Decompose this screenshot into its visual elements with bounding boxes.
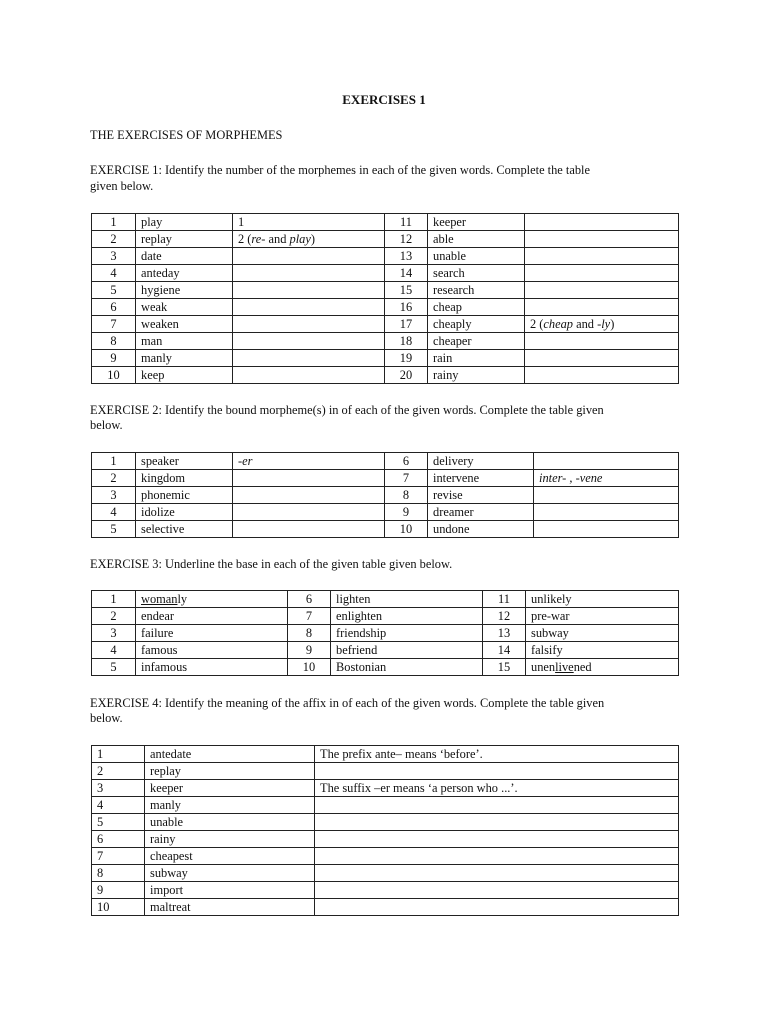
row-number: 1 xyxy=(92,591,136,608)
word-cell: able xyxy=(428,231,525,248)
answer-cell xyxy=(525,248,679,265)
word-cell: revise xyxy=(428,487,534,504)
table-row xyxy=(92,848,679,865)
answer-cell xyxy=(233,521,385,538)
word-cell: keeper xyxy=(145,780,315,797)
table-row xyxy=(92,316,679,333)
word-cell: research xyxy=(428,282,525,299)
word-cell: falsify xyxy=(526,642,679,659)
word-cell: unable xyxy=(145,814,315,831)
word-cell: idolize xyxy=(136,504,233,521)
answer-cell xyxy=(525,299,679,316)
meaning-cell: The prefix ante– means ‘before’. xyxy=(315,746,679,763)
word-cell: speaker xyxy=(136,453,233,470)
table-row xyxy=(92,659,679,676)
word-cell: failure xyxy=(136,625,288,642)
word-cell: cheapest xyxy=(145,848,315,865)
row-number: 5 xyxy=(92,282,136,299)
word-cell: hygiene xyxy=(136,282,233,299)
word-cell: replay xyxy=(145,763,315,780)
word-cell: cheap xyxy=(428,299,525,316)
word-cell: phonemic xyxy=(136,487,233,504)
word-cell: friendship xyxy=(331,625,483,642)
answer-cell xyxy=(525,282,679,299)
meaning-cell xyxy=(315,814,679,831)
word-cell: delivery xyxy=(428,453,534,470)
exercise2-instruction-line1: EXERCISE 2: Identify the bound morpheme(s) in of each of the given words. Complete the table given xyxy=(90,403,604,417)
answer-cell xyxy=(233,265,385,282)
word-cell: subway xyxy=(526,625,679,642)
table-row xyxy=(92,350,679,367)
row-number: 9 xyxy=(92,882,145,899)
word-cell: befriend xyxy=(331,642,483,659)
row-number: 3 xyxy=(92,780,145,797)
answer-cell xyxy=(534,504,679,521)
row-number: 10 xyxy=(92,899,145,916)
row-number: 9 xyxy=(288,642,331,659)
word-cell: undone xyxy=(428,521,534,538)
row-number: 3 xyxy=(92,248,136,265)
table-row xyxy=(92,814,679,831)
row-number: 3 xyxy=(92,625,136,642)
exercise1-instruction-line1: EXERCISE 1: Identify the number of the morphemes in each of the given words. Complete the table xyxy=(90,163,590,177)
row-number: 11 xyxy=(483,591,526,608)
word-cell: unenlivened xyxy=(526,659,679,676)
row-number: 9 xyxy=(92,350,136,367)
row-number: 2 xyxy=(92,231,136,248)
word-cell: unable xyxy=(428,248,525,265)
word-cell: endear xyxy=(136,608,288,625)
row-number: 6 xyxy=(92,831,145,848)
answer-cell xyxy=(525,333,679,350)
exercise2-instruction-line2: below. xyxy=(90,418,123,432)
row-number: 4 xyxy=(92,504,136,521)
row-number: 16 xyxy=(385,299,428,316)
row-number: 5 xyxy=(92,659,136,676)
answer-cell xyxy=(525,350,679,367)
word-cell: infamous xyxy=(136,659,288,676)
word-cell: cheaper xyxy=(428,333,525,350)
answer-cell xyxy=(233,487,385,504)
table-row xyxy=(92,214,679,231)
row-number: 7 xyxy=(92,848,145,865)
row-number: 8 xyxy=(92,865,145,882)
word-cell: anteday xyxy=(136,265,233,282)
table-row xyxy=(92,231,679,248)
row-number: 10 xyxy=(385,521,428,538)
word-cell: maltreat xyxy=(145,899,315,916)
table-row xyxy=(92,367,679,384)
row-number: 6 xyxy=(92,299,136,316)
word-cell: famous xyxy=(136,642,288,659)
table-row xyxy=(92,591,679,608)
row-number: 3 xyxy=(92,487,136,504)
row-number: 6 xyxy=(385,453,428,470)
table-row xyxy=(92,265,679,282)
word-cell: play xyxy=(136,214,233,231)
table-row xyxy=(92,504,679,521)
table-row xyxy=(92,763,679,780)
table-row xyxy=(92,608,679,625)
meaning-cell xyxy=(315,882,679,899)
exercise3-instruction-line1: EXERCISE 3: Underline the base in each of the given table given below. xyxy=(90,557,453,571)
word-cell: selective xyxy=(136,521,233,538)
table-row xyxy=(92,333,679,350)
word-cell: rain xyxy=(428,350,525,367)
table-row xyxy=(92,831,679,848)
meaning-cell xyxy=(315,848,679,865)
meaning-cell: The suffix –er means ‘a person who ...’. xyxy=(315,780,679,797)
meaning-cell xyxy=(315,831,679,848)
word-cell: Bostonian xyxy=(331,659,483,676)
word-cell: keep xyxy=(136,367,233,384)
answer-cell xyxy=(233,248,385,265)
row-number: 8 xyxy=(92,333,136,350)
row-number: 7 xyxy=(288,608,331,625)
page-title: EXERCISES 1 xyxy=(342,92,426,107)
word-cell: weaken xyxy=(136,316,233,333)
table-row xyxy=(92,470,679,487)
exercise1-instruction-line2: given below. xyxy=(90,179,154,193)
answer-cell: inter- , -vene xyxy=(534,470,679,487)
answer-cell xyxy=(534,521,679,538)
answer-cell: -er xyxy=(233,453,385,470)
exercise4-table xyxy=(91,745,679,916)
answer-cell xyxy=(525,214,679,231)
answer-cell: 2 (re- and play) xyxy=(233,231,385,248)
word-cell: man xyxy=(136,333,233,350)
answer-cell xyxy=(233,504,385,521)
row-number: 18 xyxy=(385,333,428,350)
row-number: 1 xyxy=(92,453,136,470)
row-number: 14 xyxy=(483,642,526,659)
table-row xyxy=(92,797,679,814)
word-cell: kingdom xyxy=(136,470,233,487)
row-number: 10 xyxy=(92,367,136,384)
table-row xyxy=(92,780,679,797)
table-row xyxy=(92,282,679,299)
row-number: 10 xyxy=(288,659,331,676)
answer-cell xyxy=(233,333,385,350)
word-cell: rainy xyxy=(428,367,525,384)
table-row xyxy=(92,642,679,659)
row-number: 5 xyxy=(92,814,145,831)
row-number: 13 xyxy=(385,248,428,265)
exercise4-instruction-line1: EXERCISE 4: Identify the meaning of the affix in of each of the given words. Complete the table given xyxy=(90,696,605,710)
row-number: 17 xyxy=(385,316,428,333)
row-number: 6 xyxy=(288,591,331,608)
word-cell: unlikely xyxy=(526,591,679,608)
row-number: 15 xyxy=(385,282,428,299)
row-number: 2 xyxy=(92,763,145,780)
answer-cell xyxy=(233,350,385,367)
row-number: 4 xyxy=(92,797,145,814)
word-cell: import xyxy=(145,882,315,899)
word-cell: rainy xyxy=(145,831,315,848)
word-cell: keeper xyxy=(428,214,525,231)
table-row xyxy=(92,248,679,265)
meaning-cell xyxy=(315,865,679,882)
word-cell: pre-war xyxy=(526,608,679,625)
answer-cell xyxy=(233,299,385,316)
row-number: 2 xyxy=(92,608,136,625)
row-number: 8 xyxy=(385,487,428,504)
word-cell: cheaply xyxy=(428,316,525,333)
meaning-cell xyxy=(315,899,679,916)
row-number: 4 xyxy=(92,642,136,659)
row-number: 19 xyxy=(385,350,428,367)
answer-cell xyxy=(525,231,679,248)
word-cell: antedate xyxy=(145,746,315,763)
row-number: 2 xyxy=(92,470,136,487)
answer-cell xyxy=(525,367,679,384)
row-number: 11 xyxy=(385,214,428,231)
row-number: 9 xyxy=(385,504,428,521)
row-number: 8 xyxy=(288,625,331,642)
exercise3-table xyxy=(91,590,679,676)
word-cell: subway xyxy=(145,865,315,882)
meaning-cell xyxy=(315,763,679,780)
exercise2-table xyxy=(91,452,679,538)
row-number: 1 xyxy=(92,214,136,231)
word-cell: manly xyxy=(145,797,315,814)
row-number: 13 xyxy=(483,625,526,642)
answer-cell xyxy=(233,470,385,487)
table-row xyxy=(92,453,679,470)
word-cell: womanly xyxy=(136,591,288,608)
row-number: 7 xyxy=(92,316,136,333)
answer-cell: 2 (cheap and -ly) xyxy=(525,316,679,333)
answer-cell: 1 xyxy=(233,214,385,231)
word-cell: intervene xyxy=(428,470,534,487)
row-number: 14 xyxy=(385,265,428,282)
table-row xyxy=(92,487,679,504)
table-row xyxy=(92,882,679,899)
row-number: 7 xyxy=(385,470,428,487)
word-cell: enlighten xyxy=(331,608,483,625)
row-number: 15 xyxy=(483,659,526,676)
table-row xyxy=(92,899,679,916)
word-cell: manly xyxy=(136,350,233,367)
exercise4-instruction-line2: below. xyxy=(90,711,123,725)
row-number: 1 xyxy=(92,746,145,763)
row-number: 5 xyxy=(92,521,136,538)
row-number: 4 xyxy=(92,265,136,282)
row-number: 20 xyxy=(385,367,428,384)
exercise1-table xyxy=(91,213,679,384)
table-row xyxy=(92,521,679,538)
word-cell: replay xyxy=(136,231,233,248)
row-number: 12 xyxy=(385,231,428,248)
word-cell: lighten xyxy=(331,591,483,608)
answer-cell xyxy=(233,316,385,333)
table-row xyxy=(92,299,679,316)
word-cell: date xyxy=(136,248,233,265)
table-row xyxy=(92,625,679,642)
answer-cell xyxy=(525,265,679,282)
answer-cell xyxy=(233,367,385,384)
answer-cell xyxy=(534,487,679,504)
meaning-cell xyxy=(315,797,679,814)
row-number: 12 xyxy=(483,608,526,625)
word-cell: weak xyxy=(136,299,233,316)
word-cell: search xyxy=(428,265,525,282)
answer-cell xyxy=(233,282,385,299)
word-cell: dreamer xyxy=(428,504,534,521)
table-row xyxy=(92,865,679,882)
table-row xyxy=(92,746,679,763)
answer-cell xyxy=(534,453,679,470)
page-subtitle: THE EXERCISES OF MORPHEMES xyxy=(90,128,283,142)
